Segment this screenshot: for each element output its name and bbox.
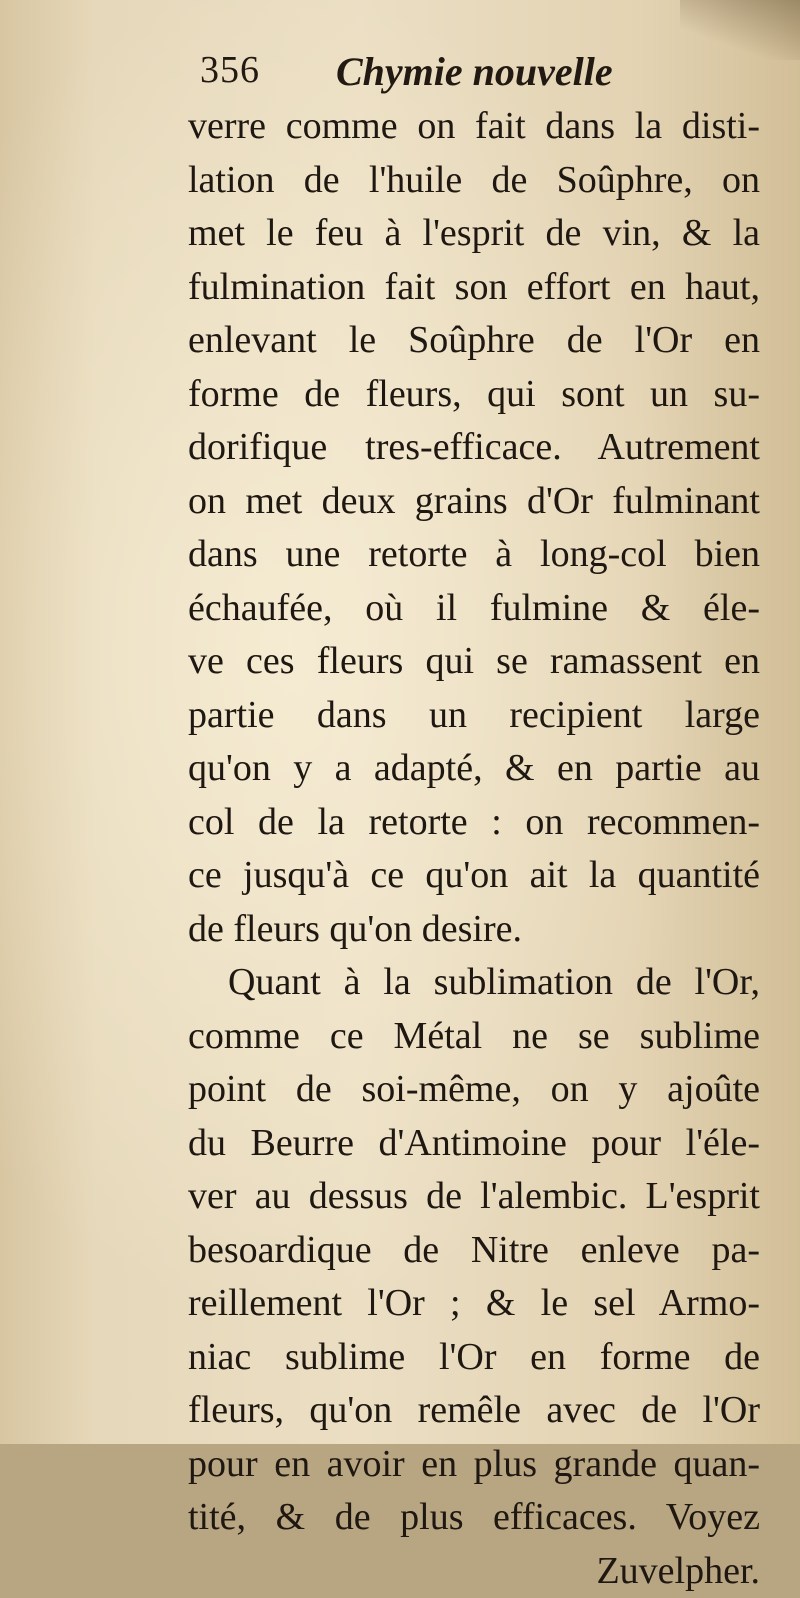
page-header [200,48,760,104]
text-line: échaufée, où il fulmine & éle- [188,582,760,636]
text-line: on met deux grains d'Or fulminant [188,475,760,529]
body-text [188,100,760,1598]
text-line: forme de fleurs, qui sont un su- [188,368,760,422]
text-line: partie dans un recipient large [188,689,760,743]
text-line: fulmination fait son effort en haut, [188,261,760,315]
page-number: 356 [200,48,260,92]
text-line: de fleurs qu'on desire. [188,903,760,957]
text-line: pour en avoir en plus grande quan- [188,1438,760,1492]
text-line: besoardique de Nitre enleve pa- [188,1224,760,1278]
text-line: fleurs, qu'on remêle avec de l'Or [188,1384,760,1438]
text-line: ve ces fleurs qui se ramassent en [188,635,760,689]
paragraph-start-line: Quant à la sublimation de l'Or, [188,956,760,1010]
catchword-line: Zuvelpher. [188,1545,760,1598]
text-line: niac sublime l'Or en forme de [188,1331,760,1385]
text-line: dorifique tres-efficace. Autrement [188,421,760,475]
running-title: Chymie nouvelle [336,48,613,95]
text-line: ce jusqu'à ce qu'on ait la quantité [188,849,760,903]
text-line: col de la retorte : on recommen- [188,796,760,850]
text-line: enlevant le Soûphre de l'Or en [188,314,760,368]
text-line: dans une retorte à long-col bien [188,528,760,582]
text-line: reillement l'Or ; & le sel Armo- [188,1277,760,1331]
text-line: met le feu à l'esprit de vin, & la [188,207,760,261]
text-line: ver au dessus de l'alembic. L'esprit [188,1170,760,1224]
text-line: comme ce Métal ne se sublime [188,1010,760,1064]
text-line: du Beurre d'Antimoine pour l'éle- [188,1117,760,1171]
text-line: point de soi-même, on y ajoûte [188,1063,760,1117]
text-line: verre comme on fait dans la disti- [188,100,760,154]
text-line: qu'on y a adapté, & en partie au [188,742,760,796]
text-line: lation de l'huile de Soûphre, on [188,154,760,208]
text-line: tité, & de plus efficaces. Voyez [188,1491,760,1545]
